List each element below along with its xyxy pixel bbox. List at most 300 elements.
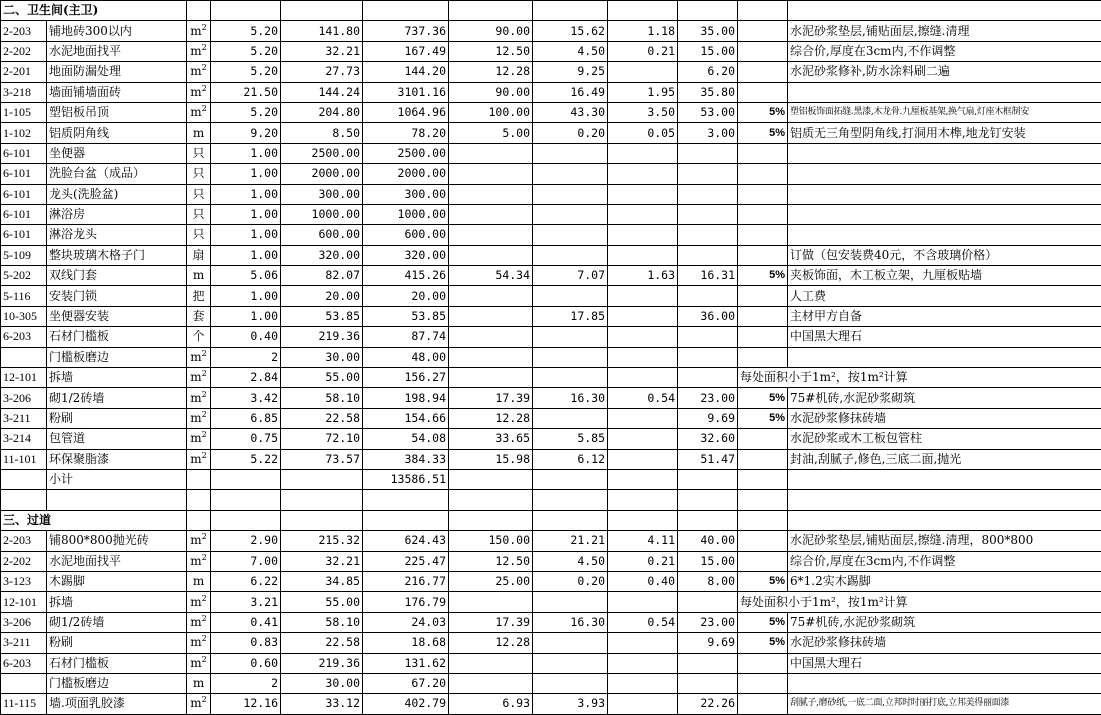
cost-cell[interactable]: 4.50 xyxy=(533,41,608,61)
amount-cell[interactable]: 154.66 xyxy=(363,408,449,428)
unit-cell[interactable]: 只 xyxy=(187,225,211,245)
cost-cell[interactable] xyxy=(608,694,678,714)
item-code-cell[interactable]: 3-123 xyxy=(1,571,47,591)
amount-cell[interactable]: 1000.00 xyxy=(363,204,449,224)
cost-cell[interactable] xyxy=(608,673,678,693)
cost-cell[interactable] xyxy=(533,347,608,367)
empty-cell[interactable] xyxy=(788,1,1101,21)
unit-cell[interactable]: $m^2$ xyxy=(187,551,211,571)
unit-cell[interactable]: 只 xyxy=(187,204,211,224)
cost-cell[interactable] xyxy=(533,673,608,693)
unit-cell[interactable]: $m^2$ xyxy=(187,531,211,551)
amount-cell[interactable]: 402.79 xyxy=(363,694,449,714)
unit-price-cell[interactable]: 8.50 xyxy=(281,123,363,143)
cost-cell[interactable] xyxy=(449,306,533,326)
item-code-cell[interactable]: 2-203 xyxy=(1,21,47,41)
amount-cell[interactable]: 2000.00 xyxy=(363,164,449,184)
unit-price-cell[interactable]: 27.73 xyxy=(281,62,363,82)
cost-cell[interactable] xyxy=(533,368,608,388)
cost-cell[interactable] xyxy=(678,164,738,184)
rate-cell[interactable] xyxy=(738,286,788,306)
cost-cell[interactable] xyxy=(608,633,678,653)
unit-cell[interactable]: 把 xyxy=(187,286,211,306)
empty-cell[interactable] xyxy=(788,510,1101,530)
unit-price-cell[interactable]: 22.58 xyxy=(281,633,363,653)
item-code-cell[interactable]: 11-101 xyxy=(1,449,47,469)
item-name-cell[interactable]: 水泥地面找平 xyxy=(47,41,187,61)
amount-cell[interactable]: 300.00 xyxy=(363,184,449,204)
item-name-cell[interactable]: 木踢脚 xyxy=(47,571,187,591)
item-code-cell[interactable]: 5-109 xyxy=(1,245,47,265)
cost-cell[interactable] xyxy=(608,429,678,449)
quantity-cell[interactable]: 1.00 xyxy=(211,306,281,326)
note-cell[interactable]: 水泥砂浆垫层,铺贴面层,擦缝.清理 xyxy=(788,21,1101,41)
cost-cell[interactable] xyxy=(678,245,738,265)
cost-cell[interactable] xyxy=(678,592,738,612)
note-cell[interactable]: 水泥砂浆修抹砖墙 xyxy=(788,633,1101,653)
item-name-cell[interactable]: 石材门槛板 xyxy=(47,327,187,347)
empty-cell[interactable] xyxy=(608,469,678,489)
cost-cell[interactable] xyxy=(678,327,738,347)
item-name-cell[interactable]: 砌1/2砖墙 xyxy=(47,612,187,632)
empty-cell[interactable] xyxy=(738,510,788,530)
unit-price-cell[interactable]: 73.57 xyxy=(281,449,363,469)
quantity-cell[interactable]: 3.42 xyxy=(211,388,281,408)
item-code-cell[interactable]: 3-206 xyxy=(1,388,47,408)
cost-cell[interactable]: 54.34 xyxy=(449,266,533,286)
cost-cell[interactable]: 12.50 xyxy=(449,551,533,571)
cost-cell[interactable] xyxy=(533,245,608,265)
note-cell[interactable]: 订做（包安装费40元，不含玻璃价格） xyxy=(788,245,1101,265)
quantity-cell[interactable]: 7.00 xyxy=(211,551,281,571)
rate-cell[interactable]: 5% xyxy=(738,388,788,408)
empty-cell[interactable] xyxy=(281,510,363,530)
rate-cell[interactable] xyxy=(738,429,788,449)
item-name-cell[interactable]: 粉刷 xyxy=(47,408,187,428)
empty-cell[interactable] xyxy=(738,1,788,21)
cost-cell[interactable]: 16.31 xyxy=(678,266,738,286)
item-code-cell[interactable]: 1-102 xyxy=(1,123,47,143)
rate-cell[interactable]: 5% xyxy=(738,408,788,428)
cost-cell[interactable]: 33.65 xyxy=(449,429,533,449)
cost-cell[interactable]: 100.00 xyxy=(449,102,533,122)
item-code-cell[interactable]: 12-101 xyxy=(1,368,47,388)
cost-cell[interactable]: 12.28 xyxy=(449,62,533,82)
quantity-cell[interactable]: 5.20 xyxy=(211,102,281,122)
cost-cell[interactable] xyxy=(533,225,608,245)
cost-cell[interactable]: 51.47 xyxy=(678,449,738,469)
cost-cell[interactable]: 43.30 xyxy=(533,102,608,122)
note-cell[interactable] xyxy=(788,204,1101,224)
cost-cell[interactable]: 40.00 xyxy=(678,531,738,551)
cost-cell[interactable] xyxy=(449,143,533,163)
unit-cell[interactable]: m xyxy=(187,123,211,143)
empty-cell[interactable] xyxy=(187,490,211,510)
note-cell[interactable]: 水泥砂浆修补,防水涂料刷二遍 xyxy=(788,62,1101,82)
cost-cell[interactable]: 15.00 xyxy=(678,41,738,61)
cost-cell[interactable]: 9.69 xyxy=(678,633,738,653)
rate-cell[interactable] xyxy=(738,673,788,693)
item-name-cell[interactable]: 双线门套 xyxy=(47,266,187,286)
cost-cell[interactable] xyxy=(533,143,608,163)
unit-cell[interactable]: m xyxy=(187,266,211,286)
empty-cell[interactable] xyxy=(211,1,281,21)
empty-cell[interactable] xyxy=(678,490,738,510)
cost-cell[interactable]: 15.62 xyxy=(533,21,608,41)
empty-cell[interactable] xyxy=(533,1,608,21)
note-cell[interactable] xyxy=(788,82,1101,102)
cost-cell[interactable] xyxy=(608,368,678,388)
cost-cell[interactable]: 0.40 xyxy=(608,571,678,591)
unit-price-cell[interactable]: 600.00 xyxy=(281,225,363,245)
unit-price-cell[interactable]: 55.00 xyxy=(281,592,363,612)
unit-cell[interactable]: $m^2$ xyxy=(187,694,211,714)
cost-cell[interactable]: 1.63 xyxy=(608,266,678,286)
item-code-cell[interactable]: 6-101 xyxy=(1,225,47,245)
cost-cell[interactable] xyxy=(608,225,678,245)
quantity-cell[interactable]: 5.20 xyxy=(211,62,281,82)
unit-cell[interactable]: m xyxy=(187,571,211,591)
unit-price-cell[interactable]: 58.10 xyxy=(281,612,363,632)
rate-cell[interactable] xyxy=(738,449,788,469)
unit-price-cell[interactable]: 30.00 xyxy=(281,673,363,693)
cost-cell[interactable]: 6.20 xyxy=(678,62,738,82)
amount-cell[interactable]: 624.43 xyxy=(363,531,449,551)
empty-cell[interactable] xyxy=(363,1,449,21)
empty-cell[interactable] xyxy=(608,510,678,530)
amount-cell[interactable]: 415.26 xyxy=(363,266,449,286)
item-code-cell[interactable]: 2-201 xyxy=(1,62,47,82)
item-code-cell[interactable]: 2-202 xyxy=(1,41,47,61)
item-name-cell[interactable]: 门槛板磨边 xyxy=(47,347,187,367)
empty-cell[interactable] xyxy=(449,510,533,530)
cost-cell[interactable]: 150.00 xyxy=(449,531,533,551)
empty-cell[interactable] xyxy=(187,1,211,21)
cost-cell[interactable]: 36.00 xyxy=(678,306,738,326)
cost-cell[interactable] xyxy=(608,62,678,82)
note-cell[interactable]: 75#机砖,水泥砂浆砌筑 xyxy=(788,388,1101,408)
item-name-cell[interactable]: 坐便器 xyxy=(47,143,187,163)
unit-price-cell[interactable]: 33.12 xyxy=(281,694,363,714)
item-code-cell[interactable]: 3-206 xyxy=(1,612,47,632)
cost-cell[interactable]: 0.54 xyxy=(608,612,678,632)
amount-cell[interactable]: 24.03 xyxy=(363,612,449,632)
cost-cell[interactable]: 90.00 xyxy=(449,21,533,41)
amount-cell[interactable]: 384.33 xyxy=(363,449,449,469)
unit-price-cell[interactable]: 320.00 xyxy=(281,245,363,265)
quantity-cell[interactable]: 1.00 xyxy=(211,286,281,306)
quantity-cell[interactable]: 1.00 xyxy=(211,225,281,245)
amount-cell[interactable]: 2500.00 xyxy=(363,143,449,163)
cost-cell[interactable] xyxy=(533,327,608,347)
cost-cell[interactable]: 1.95 xyxy=(608,82,678,102)
item-code-cell[interactable]: 2-202 xyxy=(1,551,47,571)
cost-cell[interactable]: 9.69 xyxy=(678,408,738,428)
cost-cell[interactable]: 53.00 xyxy=(678,102,738,122)
item-name-cell[interactable]: 洗脸台盆（成品） xyxy=(47,164,187,184)
cost-cell[interactable] xyxy=(449,347,533,367)
cost-cell[interactable]: 23.00 xyxy=(678,612,738,632)
note-cell[interactable]: 水泥砂浆垫层,铺贴面层,擦缝.清理，800*800 xyxy=(788,531,1101,551)
cost-cell[interactable] xyxy=(608,164,678,184)
unit-price-cell[interactable]: 82.07 xyxy=(281,266,363,286)
amount-cell[interactable]: 176.79 xyxy=(363,592,449,612)
item-code-cell[interactable]: 6-203 xyxy=(1,327,47,347)
unit-price-cell[interactable]: 219.36 xyxy=(281,327,363,347)
unit-price-cell[interactable]: 22.58 xyxy=(281,408,363,428)
cost-cell[interactable]: 15.98 xyxy=(449,449,533,469)
quantity-cell[interactable]: 21.50 xyxy=(211,82,281,102)
amount-cell[interactable]: 216.77 xyxy=(363,571,449,591)
note-cell[interactable]: 综合价,厚度在3cm内,不作调整 xyxy=(788,551,1101,571)
amount-cell[interactable]: 87.74 xyxy=(363,327,449,347)
empty-cell[interactable] xyxy=(533,510,608,530)
unit-cell[interactable]: 套 xyxy=(187,306,211,326)
empty-cell[interactable] xyxy=(738,469,788,489)
rate-cell[interactable] xyxy=(738,204,788,224)
cost-cell[interactable] xyxy=(449,286,533,306)
cost-cell[interactable] xyxy=(608,408,678,428)
cost-cell[interactable] xyxy=(533,204,608,224)
quantity-cell[interactable]: 2 xyxy=(211,347,281,367)
cost-cell[interactable] xyxy=(449,673,533,693)
rate-cell[interactable] xyxy=(738,62,788,82)
cost-cell[interactable] xyxy=(678,184,738,204)
rate-cell[interactable] xyxy=(738,653,788,673)
cost-cell[interactable] xyxy=(533,408,608,428)
empty-cell[interactable] xyxy=(281,469,363,489)
empty-cell[interactable] xyxy=(211,469,281,489)
item-name-cell[interactable]: 砌1/2砖墙 xyxy=(47,388,187,408)
cost-cell[interactable]: 3.00 xyxy=(678,123,738,143)
cost-cell[interactable]: 17.39 xyxy=(449,388,533,408)
unit-cell[interactable]: $m^2$ xyxy=(187,429,211,449)
unit-cell[interactable]: 个 xyxy=(187,327,211,347)
item-code-cell[interactable]: 11-115 xyxy=(1,694,47,714)
unit-price-cell[interactable]: 58.10 xyxy=(281,388,363,408)
unit-price-cell[interactable]: 55.00 xyxy=(281,368,363,388)
cost-cell[interactable] xyxy=(449,184,533,204)
quantity-cell[interactable]: 0.40 xyxy=(211,327,281,347)
note-cell[interactable] xyxy=(788,673,1101,693)
quantity-cell[interactable]: 2 xyxy=(211,673,281,693)
cost-cell[interactable] xyxy=(608,286,678,306)
rate-cell[interactable] xyxy=(738,21,788,41)
note-cell[interactable] xyxy=(788,347,1101,367)
cost-cell[interactable]: 25.00 xyxy=(449,571,533,591)
empty-cell[interactable] xyxy=(608,1,678,21)
cost-cell[interactable]: 0.21 xyxy=(608,551,678,571)
empty-cell[interactable] xyxy=(533,490,608,510)
note-cell[interactable]: 封油,刮腻子,修色,三底二面,抛光 xyxy=(788,449,1101,469)
note-cell[interactable]: 75#机砖,水泥砂浆砌筑 xyxy=(788,612,1101,632)
quantity-cell[interactable]: 1.00 xyxy=(211,245,281,265)
unit-price-cell[interactable]: 2000.00 xyxy=(281,164,363,184)
unit-cell[interactable]: $m^2$ xyxy=(187,612,211,632)
note-cell[interactable]: 每处面积小于1m²，按1m²计算 xyxy=(738,368,1101,388)
unit-cell[interactable]: 只 xyxy=(187,143,211,163)
cost-cell[interactable]: 8.00 xyxy=(678,571,738,591)
unit-price-cell[interactable]: 30.00 xyxy=(281,347,363,367)
quantity-cell[interactable]: 9.20 xyxy=(211,123,281,143)
note-cell[interactable]: 水泥砂浆或木工板包管柱 xyxy=(788,429,1101,449)
quantity-cell[interactable]: 12.16 xyxy=(211,694,281,714)
cost-cell[interactable] xyxy=(449,204,533,224)
cost-cell[interactable] xyxy=(608,327,678,347)
cost-cell[interactable]: 90.00 xyxy=(449,82,533,102)
item-name-cell[interactable]: 墙.项面乳胶漆 xyxy=(47,694,187,714)
cost-cell[interactable] xyxy=(533,633,608,653)
cost-cell[interactable] xyxy=(608,449,678,469)
item-code-cell[interactable]: 5-202 xyxy=(1,266,47,286)
cost-cell[interactable] xyxy=(608,204,678,224)
empty-cell[interactable] xyxy=(1,490,47,510)
item-code-cell[interactable] xyxy=(1,347,47,367)
cost-cell[interactable]: 0.20 xyxy=(533,123,608,143)
rate-cell[interactable] xyxy=(738,306,788,326)
cost-cell[interactable] xyxy=(608,653,678,673)
unit-price-cell[interactable]: 204.80 xyxy=(281,102,363,122)
cost-cell[interactable] xyxy=(449,592,533,612)
quantity-cell[interactable]: 5.22 xyxy=(211,449,281,469)
quantity-cell[interactable]: 5.20 xyxy=(211,41,281,61)
cost-cell[interactable]: 12.28 xyxy=(449,408,533,428)
amount-cell[interactable]: 225.47 xyxy=(363,551,449,571)
cost-cell[interactable] xyxy=(533,653,608,673)
unit-cell[interactable]: $m^2$ xyxy=(187,102,211,122)
empty-cell[interactable] xyxy=(788,490,1101,510)
amount-cell[interactable]: 600.00 xyxy=(363,225,449,245)
unit-cell[interactable]: $m^2$ xyxy=(187,633,211,653)
item-name-cell[interactable]: 铺800*800抛光砖 xyxy=(47,531,187,551)
empty-cell[interactable] xyxy=(678,510,738,530)
note-cell[interactable]: 刮腻子,磨砂纸,一底二面,立邦时时丽打底,立邦美得丽面漆 xyxy=(788,694,1101,714)
item-name-cell[interactable]: 门槛板磨边 xyxy=(47,673,187,693)
item-code-cell[interactable]: 6-101 xyxy=(1,184,47,204)
rate-cell[interactable] xyxy=(738,143,788,163)
cost-cell[interactable]: 0.20 xyxy=(533,571,608,591)
rate-cell[interactable] xyxy=(738,225,788,245)
unit-cell[interactable]: $m^2$ xyxy=(187,41,211,61)
cost-cell[interactable]: 22.26 xyxy=(678,694,738,714)
amount-cell[interactable]: 18.68 xyxy=(363,633,449,653)
item-name-cell[interactable]: 拆墙 xyxy=(47,592,187,612)
item-name-cell[interactable]: 淋浴龙头 xyxy=(47,225,187,245)
cost-cell[interactable] xyxy=(533,164,608,184)
rate-cell[interactable]: 5% xyxy=(738,571,788,591)
amount-cell[interactable]: 144.20 xyxy=(363,62,449,82)
note-cell[interactable]: 水泥砂浆修抹砖墙 xyxy=(788,408,1101,428)
cost-cell[interactable] xyxy=(533,286,608,306)
note-cell[interactable] xyxy=(788,164,1101,184)
subtotal-label[interactable]: 小计 xyxy=(47,469,187,489)
unit-cell[interactable]: m xyxy=(187,673,211,693)
cost-cell[interactable] xyxy=(533,184,608,204)
cost-cell[interactable] xyxy=(608,143,678,163)
cost-cell[interactable]: 32.60 xyxy=(678,429,738,449)
item-code-cell[interactable]: 10-305 xyxy=(1,306,47,326)
amount-cell[interactable]: 3101.16 xyxy=(363,82,449,102)
note-cell[interactable]: 中国黑大理石 xyxy=(788,327,1101,347)
rate-cell[interactable] xyxy=(738,82,788,102)
unit-price-cell[interactable]: 32.21 xyxy=(281,551,363,571)
empty-cell[interactable] xyxy=(211,490,281,510)
cost-cell[interactable] xyxy=(449,245,533,265)
rate-cell[interactable]: 5% xyxy=(738,612,788,632)
unit-cell[interactable]: 只 xyxy=(187,164,211,184)
cost-cell[interactable] xyxy=(678,347,738,367)
empty-cell[interactable] xyxy=(608,490,678,510)
amount-cell[interactable]: 78.20 xyxy=(363,123,449,143)
item-code-cell[interactable]: 3-211 xyxy=(1,408,47,428)
cost-cell[interactable]: 9.25 xyxy=(533,62,608,82)
cost-cell[interactable]: 0.54 xyxy=(608,388,678,408)
quantity-cell[interactable]: 2.84 xyxy=(211,368,281,388)
empty-cell[interactable] xyxy=(281,1,363,21)
note-cell[interactable]: 塑铝板饰面拓缝.黑漆,木龙骨.九厘板基架,换气扇,灯座木框制安 xyxy=(788,102,1101,122)
unit-cell[interactable]: $m^2$ xyxy=(187,653,211,673)
unit-price-cell[interactable]: 34.85 xyxy=(281,571,363,591)
item-name-cell[interactable]: 包管道 xyxy=(47,429,187,449)
empty-cell[interactable] xyxy=(449,1,533,21)
rate-cell[interactable]: 5% xyxy=(738,123,788,143)
note-cell[interactable]: 中国黑大理石 xyxy=(788,653,1101,673)
item-name-cell[interactable]: 铝质阴角线 xyxy=(47,123,187,143)
section-title[interactable]: 二、卫生间(主卫) xyxy=(1,1,187,21)
amount-cell[interactable]: 320.00 xyxy=(363,245,449,265)
item-name-cell[interactable]: 淋浴房 xyxy=(47,204,187,224)
cost-cell[interactable]: 4.50 xyxy=(533,551,608,571)
item-code-cell[interactable]: 12-101 xyxy=(1,592,47,612)
rate-cell[interactable] xyxy=(738,531,788,551)
cost-cell[interactable]: 12.28 xyxy=(449,633,533,653)
cost-cell[interactable]: 16.30 xyxy=(533,612,608,632)
cost-cell[interactable]: 35.80 xyxy=(678,82,738,102)
cost-cell[interactable]: 3.93 xyxy=(533,694,608,714)
rate-cell[interactable] xyxy=(738,245,788,265)
item-name-cell[interactable]: 粉刷 xyxy=(47,633,187,653)
quantity-cell[interactable]: 1.00 xyxy=(211,164,281,184)
cost-cell[interactable] xyxy=(449,368,533,388)
item-code-cell[interactable]: 3-214 xyxy=(1,429,47,449)
rate-cell[interactable] xyxy=(738,551,788,571)
note-cell[interactable]: 每处面积小于1m²，按1m²计算 xyxy=(738,592,1101,612)
cost-cell[interactable]: 6.12 xyxy=(533,449,608,469)
item-code-cell[interactable]: 2-203 xyxy=(1,531,47,551)
quantity-cell[interactable]: 1.00 xyxy=(211,143,281,163)
quantity-cell[interactable]: 0.75 xyxy=(211,429,281,449)
rate-cell[interactable]: 5% xyxy=(738,266,788,286)
cost-cell[interactable] xyxy=(449,653,533,673)
item-code-cell[interactable]: 3-218 xyxy=(1,82,47,102)
item-name-cell[interactable]: 安装门锁 xyxy=(47,286,187,306)
empty-cell[interactable] xyxy=(211,510,281,530)
item-code-cell[interactable]: 5-116 xyxy=(1,286,47,306)
cost-cell[interactable] xyxy=(608,347,678,367)
unit-cell[interactable]: $m^2$ xyxy=(187,62,211,82)
cost-cell[interactable]: 15.00 xyxy=(678,551,738,571)
amount-cell[interactable]: 167.49 xyxy=(363,41,449,61)
cost-cell[interactable] xyxy=(608,306,678,326)
note-cell[interactable]: 夹板饰面，木工板立架，九厘板贴墙 xyxy=(788,266,1101,286)
item-code-cell[interactable]: 6-101 xyxy=(1,143,47,163)
cost-cell[interactable]: 3.50 xyxy=(608,102,678,122)
note-cell[interactable]: 铝质无三角型阴角线,打洞用木榫,地龙钉安装 xyxy=(788,123,1101,143)
rate-cell[interactable] xyxy=(738,184,788,204)
cost-cell[interactable] xyxy=(678,225,738,245)
cost-cell[interactable]: 5.00 xyxy=(449,123,533,143)
cost-cell[interactable] xyxy=(678,368,738,388)
